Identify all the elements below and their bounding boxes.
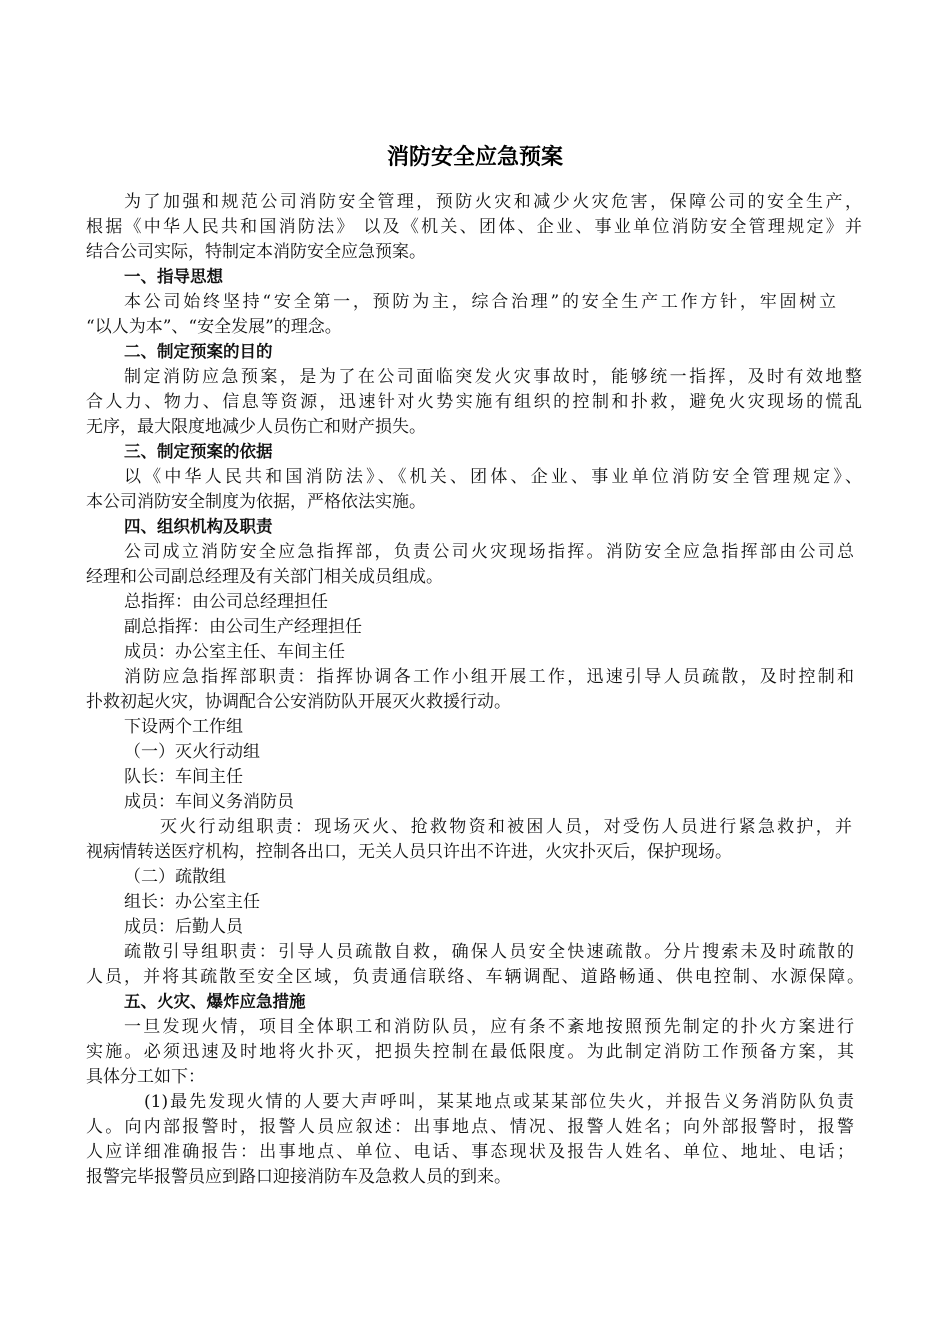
paragraph-line: 视病情转送医疗机构，控制各出口，无关人员只许出不许进，火灾扑灭后，保护现场。	[86, 842, 732, 862]
paragraph-line: 公司成立消防安全应急指挥部，负责公司火灾现场指挥。消防安全应急指挥部由公司总	[124, 542, 854, 562]
paragraph-line: 组长：办公室主任	[124, 892, 260, 912]
paragraph-line: 人员，并将其疏散至安全区域，负责通信联络、车辆调配、道路畅通、供电控制、水源保障。	[86, 967, 864, 987]
paragraph-line: 成员：后勤人员	[124, 917, 243, 937]
paragraph-line: 下设两个工作组	[124, 717, 243, 737]
paragraph-line: 副总指挥：由公司生产经理担任	[124, 617, 362, 637]
paragraph-line: 灭火行动组职责：现场灭火、抢救物资和被困人员，对受伤人员进行紧急救护，并	[160, 817, 852, 837]
paragraph-line: 为了加强和规范公司消防安全管理，预防火灾和减少火灾危害，保障公司的安全生产，	[124, 192, 862, 212]
paragraph-line: 扑救初起火灾，协调配合公安消防队开展灭火救援行动。	[86, 692, 511, 712]
paragraph-line: 合人力、物力、信息等资源，迅速针对火势实施有组织的控制和扑救，避免火灾现场的慌乱	[86, 392, 862, 412]
paragraph-line: 疏散引导组职责：引导人员疏散自救，确保人员安全快速疏散。分片搜索未及时疏散的	[124, 942, 854, 962]
paragraph-line: 经理和公司副总经理及有关部门相关成员组成。	[86, 567, 443, 587]
paragraph-line: 总指挥：由公司总经理担任	[124, 592, 328, 612]
section-heading: 三、制定预案的依据	[124, 442, 273, 461]
paragraph-line: （一）灭火行动组	[124, 742, 260, 762]
paragraph-line: 队长：车间主任	[124, 767, 243, 787]
section-heading: 二、制定预案的目的	[124, 342, 273, 361]
paragraph-line: 成员：车间义务消防员	[124, 792, 294, 812]
paragraph-line: 以《中华人民共和国消防法》、《机关、团体、企业、事业单位消防安全管理规定》、	[124, 467, 862, 487]
paragraph-line: 具体分工如下：	[86, 1067, 205, 1087]
paragraph-line: 结合公司实际，特制定本消防安全应急预案。	[86, 242, 426, 262]
paragraph-line: 报警完毕报警员应到路口迎接消防车及急救人员的到来。	[86, 1167, 511, 1187]
paragraph-line: 本公司始终坚持“安全第一，预防为主，综合治理”的安全生产工作方针，牢固树立	[124, 292, 836, 312]
paragraph-line: 人。向内部报警时，报警人员应叙述：出事地点、情况、报警人姓名；向外部报警时，报警	[86, 1117, 854, 1137]
paragraph-line: 本公司消防安全制度为依据，严格依法实施。	[86, 492, 426, 512]
paragraph-line: 成员：办公室主任、车间主任	[124, 642, 345, 662]
paragraph-line: （二）疏散组	[124, 867, 226, 887]
section-heading: 一、指导思想	[124, 267, 223, 286]
document-title: 消防安全应急预案	[386, 145, 563, 170]
paragraph-line: 实施。必须迅速及时地将火扑灭，把损失控制在最低限度。为此制定消防工作预备方案，其	[86, 1042, 854, 1062]
paragraph-line: 制定消防应急预案，是为了在公司面临突发火灾事故时，能够统一指挥，及时有效地整	[124, 367, 862, 387]
section-heading: 五、火灾、爆炸应急措施	[124, 992, 306, 1011]
section-heading: 四、组织机构及职责	[124, 517, 273, 536]
paragraph-line: 无序，最大限度地减少人员伤亡和财产损失。	[86, 417, 426, 437]
paragraph-line: 消防应急指挥部职责：指挥协调各工作小组开展工作，迅速引导人员疏散，及时控制和	[124, 667, 854, 687]
paragraph-line: 一旦发现火情，项目全体职工和消防队员，应有条不紊地按照预先制定的扑火方案进行	[124, 1017, 854, 1037]
paragraph-line: 人应详细准确报告：出事地点、单位、电话、事态现状及报告人姓名、单位、地址、电话；	[86, 1142, 854, 1162]
paragraph-line: (1)最先发现火情的人要大声呼叫，某某地点或某某部位失火，并报告义务消防队负责	[144, 1092, 854, 1112]
paragraph-line: 根据《中华人民共和国消防法》 以及《机关、团体、企业、事业单位消防安全管理规定》并	[86, 217, 862, 237]
paragraph-line: “以人为本”、“安全发展”的理念。	[86, 317, 342, 337]
